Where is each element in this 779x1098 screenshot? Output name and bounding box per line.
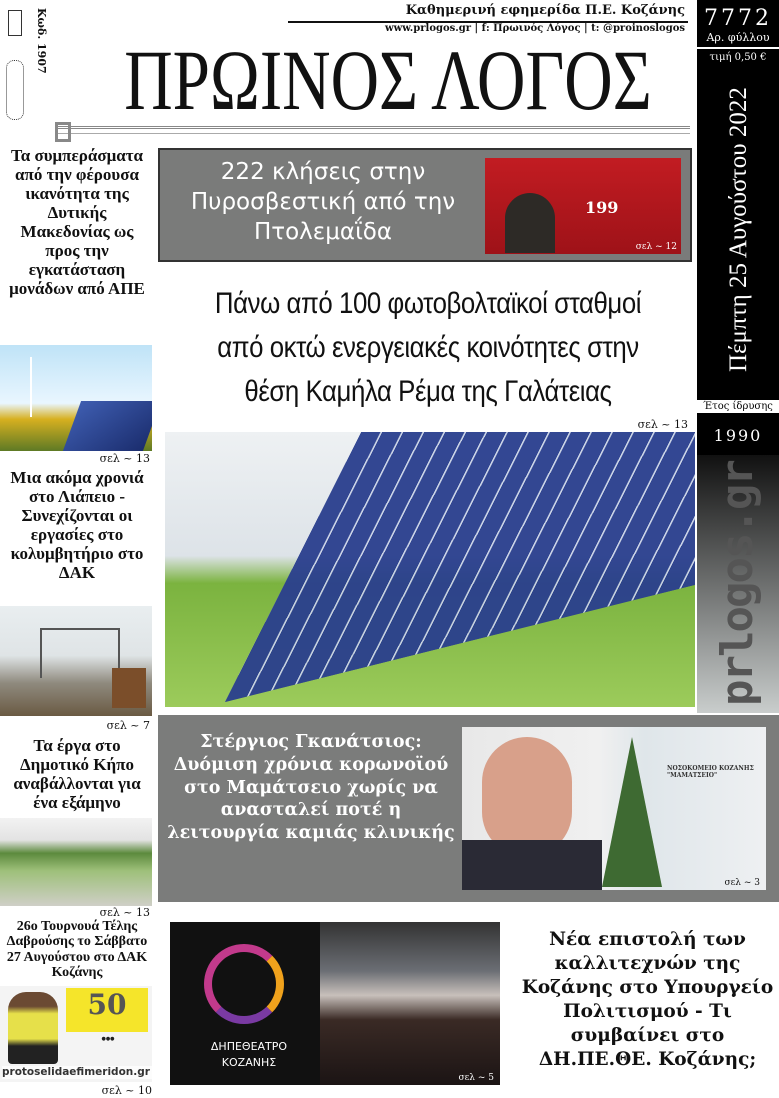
left-headline-3[interactable]: Τα έργα στο Δημοτικό Κήπο αναβάλλονται για ένα εξάμηνο <box>13 736 141 813</box>
site-banner[interactable]: prlogos.gr <box>697 455 779 713</box>
social-links[interactable]: www.prlogos.gr | f: Πρωινός Λόγος | t: @proinoslogos <box>384 23 685 34</box>
code-label: Κωδ. 1907 <box>35 8 48 74</box>
hospital-page-ref: σελ ~ 3 <box>724 878 760 888</box>
solar-field-image <box>165 432 695 707</box>
founded-year: 1990 <box>713 426 763 445</box>
newspaper-title: ΠΡΩΙΝΟΣ ΛΟΓΟΣ <box>124 32 652 128</box>
watermark: protoselidaefimeridon.gr <box>2 1066 152 1079</box>
title-rule <box>55 126 690 134</box>
wind-solar-image <box>0 345 152 451</box>
theatre-image[interactable]: ΔΗΠΕΘΕΑΤΡΟ ΚΟΖΑΝΗΣ σελ ~ 5 <box>170 922 500 1085</box>
fire-story[interactable] <box>158 148 692 262</box>
hospital-story[interactable] <box>158 715 779 902</box>
seal-icon <box>8 10 22 36</box>
fire-headline: 222 κλήσεις στην Πυροσβεστική από την Πτολεμαΐδα <box>190 159 456 245</box>
left-headline-1[interactable]: Τα συμπεράσματα από την φέρουσα ικανότητα της Δυτικής Μακεδονίας ως προς την εγκατάσταση μονάδων από ΑΠΕ <box>9 146 145 299</box>
stamp-icon <box>6 60 24 120</box>
left-page-ref-4: σελ ~ 10 <box>101 1084 152 1097</box>
left-page-ref-1: σελ ~ 13 <box>99 452 150 465</box>
founded-label: Έτος ίδρυσης <box>697 400 779 413</box>
main-headline[interactable]: Πάνω από 100 φωτοβολταϊκοί σταθμοί από οκτώ ενεργειακές κοινότητες στην θέση Καμήλα Ρέμα της Γαλάτειας <box>214 287 642 408</box>
issue-label: Αρ. φύλλου <box>706 31 770 44</box>
hospital-image: ΝΟΣΟΚΟΜΕΙΟ ΚΟΖΑΝΗΣ "ΜΑΜΑΤΣΕΙΟ" σελ ~ 3 <box>462 727 766 890</box>
tagline: Καθημερινή εφημερίδα Π.Ε. Κοζάνης <box>405 3 685 18</box>
park-image <box>0 818 152 906</box>
left-page-ref-2: σελ ~ 7 <box>106 719 150 732</box>
date-sidebar <box>697 0 779 455</box>
issue-number: 7772 <box>704 6 772 31</box>
price: τιμή 0,50 € <box>709 52 767 63</box>
left-headline-4[interactable]: 26ο Τουρνουά Τέλης Δαβρούσης το Σάββατο 27 Αυγούστου στο ΔΑΚ Κοζάνης <box>6 919 148 981</box>
theatre-page-ref: σελ ~ 5 <box>458 1073 494 1083</box>
tournament-image: 50 ●●● <box>0 986 152 1082</box>
fire-truck-image: 199 σελ ~ 12 <box>485 158 681 254</box>
left-page-ref-3: σελ ~ 13 <box>99 906 150 919</box>
issue-date: Πέμπτη 25 Αυγούστου 2022 <box>725 87 752 372</box>
theatre-headline[interactable]: Νέα επιστολή των καλλιτεχνών της Κοζάνης στο Υπουργείο Πολιτισμού - Τι συμβαίνει στο ΔΗ.ΠΕ.ΘΕ. Κοζάνης; <box>521 929 774 1071</box>
left-headline-2[interactable]: Μια ακόμα χρονιά στο Λιάπειο - Συνεχίζονται οι εργασίες στο κολυμβητήριο στο ΔΑΚ <box>10 468 144 583</box>
rule-ornament <box>55 122 71 142</box>
fire-page-ref: σελ ~ 12 <box>635 242 677 252</box>
pool-construction-image <box>0 606 152 716</box>
main-page-ref: σελ ~ 13 <box>637 418 688 431</box>
hospital-headline: Στέργιος Γκανάτσιος: Δυόμιση χρόνια κορωνοϊού στο Μαμάτσειο χωρίς να ανασταλεί ποτέ η λειτουργία καμιάς κλινικής <box>167 732 455 843</box>
